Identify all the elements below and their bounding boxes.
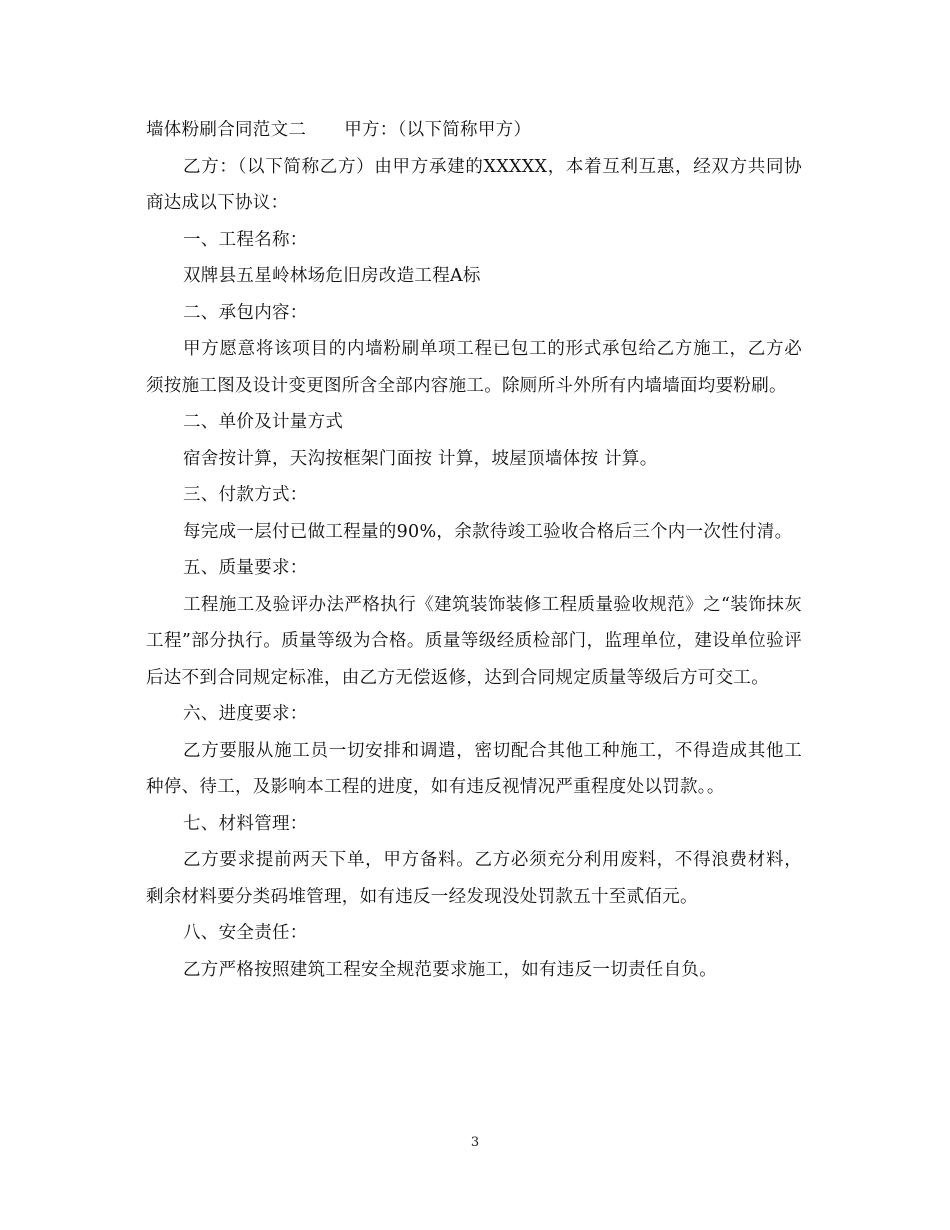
party-a-definition: 甲方：（以下简称甲方） (344, 120, 532, 140)
paragraph-schedule: 乙方要服从施工员一切安排和调遣，密切配合其他工种施工，不得造成其他工种停、待工，及影响本工程的进度，如有违反视情况严重程度处以罚款。。 (146, 740, 802, 797)
heading-project-name: 一、工程名称： (183, 229, 308, 250)
document-title: 墙体粉刷合同范文二 (146, 120, 307, 140)
paragraph-project-name: 双牌县五星岭林场危旧房改造工程A标 (183, 266, 481, 286)
paragraph-contract-scope: 甲方愿意将该项目的内墙粉刷单项工程已包工的形式承包给乙方施工，乙方必须按施工图及设计变更图所含全部内容施工。除厕所斗外所有内墙墙面均要粉刷。 (146, 339, 802, 396)
paragraph-party-b-intro: 乙方：（以下简称乙方）由甲方承建的XXXXX，本着互利互惠，经双方共同协商达成以下协议： (146, 156, 802, 213)
heading-contract-scope: 二、承包内容： (183, 302, 308, 323)
paragraph-materials: 乙方要求提前两天下单，甲方备料。乙方必须充分利用废料，不得浪费材料，剩余材料要分类码堆管理，如有违反一经发现没处罚款五十至贰佰元。 (146, 850, 802, 907)
paragraph-quality: 工程施工及验评办法严格执行《建筑装饰装修工程质量验收规范》之“装饰抹灰工程”部分执行。质量等级为合格。质量等级经质检部门，监理单位，建设单位验评后达不到合同规定标准，由乙方无偿返修，达到合同规定质量等级后方可交工。 (146, 594, 802, 688)
paragraph-safety: 乙方严格按照建筑工程安全规范要求施工，如有违反一切责任自负。 (183, 959, 717, 980)
heading-schedule: 六、进度要求： (183, 704, 308, 724)
paragraph-payment: 每完成一层付已做工程量的90%，余款待竣工验收合格后三个内一次性付清。 (183, 521, 793, 542)
heading-unit-price: 二、单价及计量方式 (183, 412, 344, 432)
page-number: 3 (470, 1135, 480, 1150)
document-body (146, 112, 802, 988)
title-line (146, 112, 802, 149)
heading-safety: 八、安全责任： (183, 923, 308, 943)
heading-payment: 三、付款方式： (183, 485, 308, 505)
heading-quality: 五、质量要求： (183, 558, 308, 578)
heading-materials: 七、材料管理： (183, 813, 308, 834)
paragraph-unit-price: 宿舍按计算，天沟按框架门面按 计算，坡屋顶墙体按 计算。 (183, 448, 658, 469)
